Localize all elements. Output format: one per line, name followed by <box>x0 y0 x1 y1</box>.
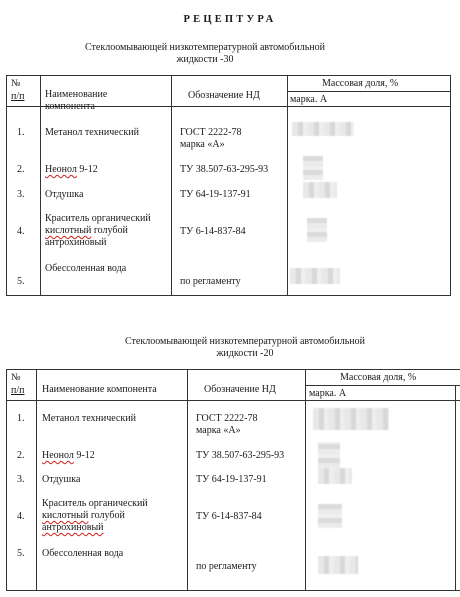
table1-col2-divider <box>171 75 172 296</box>
table1-subtitle-line1: Стеклоомывающей низкотемпературной автомобильной <box>85 42 325 53</box>
table2-col2-divider <box>187 369 188 591</box>
table2-header-num: № <box>11 372 21 383</box>
table1-row2-value-redacted <box>303 156 323 180</box>
table1-row5-value-redacted <box>290 268 340 284</box>
table1-row3-nd: ТУ 64-19-137-91 <box>180 189 251 200</box>
table1-top-border <box>6 75 450 76</box>
table2-row1-nd-line2: марка «А» <box>196 425 241 436</box>
table2-row5-nd: по регламенту <box>196 561 257 572</box>
table2-row3-nd: ТУ 64-19-137-91 <box>196 474 267 485</box>
table2-row5-num: 5. <box>17 548 25 559</box>
table1-row4-name-line2 <box>45 225 128 237</box>
table1-row5-num: 5. <box>17 276 25 287</box>
table2-row3-value-redacted <box>318 468 352 484</box>
table1-row4-name-line3: антрохиновый <box>45 237 107 248</box>
table2-subtitle-line2: жидкости -20 <box>216 348 274 359</box>
table1-brand-line <box>287 91 450 92</box>
table2-row2-name <box>42 450 95 462</box>
table1-header-num: № <box>11 78 21 89</box>
table2-row2-value-redacted <box>318 442 340 468</box>
table1-header-mass: Массовая доля, % <box>322 78 399 89</box>
table1-header-name: Наименование компонента <box>45 89 108 112</box>
table1-row1-nd-line2: марка «А» <box>180 139 225 150</box>
table1-subtitle-line2: жидкости -30 <box>176 54 234 65</box>
table1-header-num2: п/п <box>11 91 25 102</box>
table2-row4-name-underlined: кислотный <box>42 510 89 521</box>
table2-row1-value-redacted <box>313 408 389 430</box>
table1-row1-value-redacted <box>292 122 354 136</box>
table2-row4-value-redacted <box>318 504 342 528</box>
table1-col3-divider <box>287 75 288 296</box>
table2-header-nd: Обозначение НД <box>204 384 276 395</box>
table1-row2-num: 2. <box>17 164 25 175</box>
table1-row3-num: 3. <box>17 189 25 200</box>
document-title: РЕЦЕПТУРА <box>183 14 277 25</box>
table2-brand-line <box>305 385 460 386</box>
table2-subtitle <box>95 336 395 360</box>
table2-row4-name-line1: Краситель органический <box>42 498 148 509</box>
table1-row3-value-redacted <box>303 182 337 198</box>
table2-row4-nd: ТУ 6-14-837-84 <box>196 511 262 522</box>
table2-row2-nd: ТУ 38.507-63-295-93 <box>196 450 285 461</box>
table1-row2-nd: ТУ 38.507-63-295-93 <box>180 164 269 175</box>
table2-row4-name-line2 <box>42 510 125 522</box>
table1-row1-nd-line1: ГОСТ 2222-78 <box>180 127 242 138</box>
table2-header-bottom <box>6 400 460 401</box>
table1-right-border <box>450 75 451 296</box>
table2-header-num2: п/п <box>11 385 25 396</box>
table2-row3-name: Отдушка <box>42 474 81 485</box>
table2-col3-divider <box>305 369 306 591</box>
table1-row1-num: 1. <box>17 127 25 138</box>
table1-row4-num: 4. <box>17 226 25 237</box>
table1-row4-value-redacted <box>307 218 327 242</box>
table1-header-nd: Обозначение НД <box>188 90 260 101</box>
table2-row1-num: 1. <box>17 413 25 424</box>
table2-row4-name-line3: антрохиновый <box>42 522 104 533</box>
table1-col1-divider <box>40 75 41 296</box>
table1-row2-name-underlined: Неонол <box>45 164 77 175</box>
table2-top-border <box>6 369 460 370</box>
table2-col4-divider <box>455 385 456 591</box>
table1-row4-name-line2-rest: голубой <box>91 225 128 236</box>
table2-bottom-border <box>6 590 460 591</box>
table2-header-name: Наименование компонента <box>42 384 157 395</box>
table2-row2-num: 2. <box>17 450 25 461</box>
table2-header-mass: Массовая доля, % <box>340 372 417 383</box>
table2-row3-num: 3. <box>17 474 25 485</box>
table1-row5-name: Обессоленная вода <box>45 263 127 274</box>
table1-header-brand: марка. А <box>290 94 328 105</box>
table1-row2-name-rest: 9-12 <box>76 164 98 175</box>
table2-col1-divider <box>36 369 37 591</box>
table2-subtitle-line1: Стеклоомывающей низкотемпературной автомобильной <box>125 336 365 347</box>
table1-row4-nd: ТУ 6-14-837-84 <box>180 226 246 237</box>
table1-bottom-border <box>6 295 450 296</box>
table2-row5-value-redacted <box>318 556 358 574</box>
table2-left-border <box>6 369 7 591</box>
table2-row4-name-line2-rest: голубой <box>88 510 125 521</box>
table1-left-border <box>6 75 7 296</box>
table1-row5-nd: по регламенту <box>180 276 241 287</box>
table2-row2-name-rest: 9-12 <box>73 450 95 461</box>
table2-row4-num: 4. <box>17 511 25 522</box>
table1-subtitle <box>60 42 350 66</box>
table1-row4-name-underlined: кислотный <box>45 225 92 236</box>
table2-row2-name-underlined: Неонол <box>42 450 74 461</box>
table1-row1-name: Метанол технический <box>45 127 139 138</box>
table1-row4-name-line1: Краситель органический <box>45 213 151 224</box>
table1-row3-name: Отдушка <box>45 189 84 200</box>
table2-row1-name: Метанол технический <box>42 413 136 424</box>
table1-row2-name <box>45 164 98 176</box>
table2-row5-name: Обессоленная вода <box>42 548 124 559</box>
table2-header-brand: марка. А <box>309 388 347 399</box>
table2-row1-nd-line1: ГОСТ 2222-78 <box>196 413 258 424</box>
